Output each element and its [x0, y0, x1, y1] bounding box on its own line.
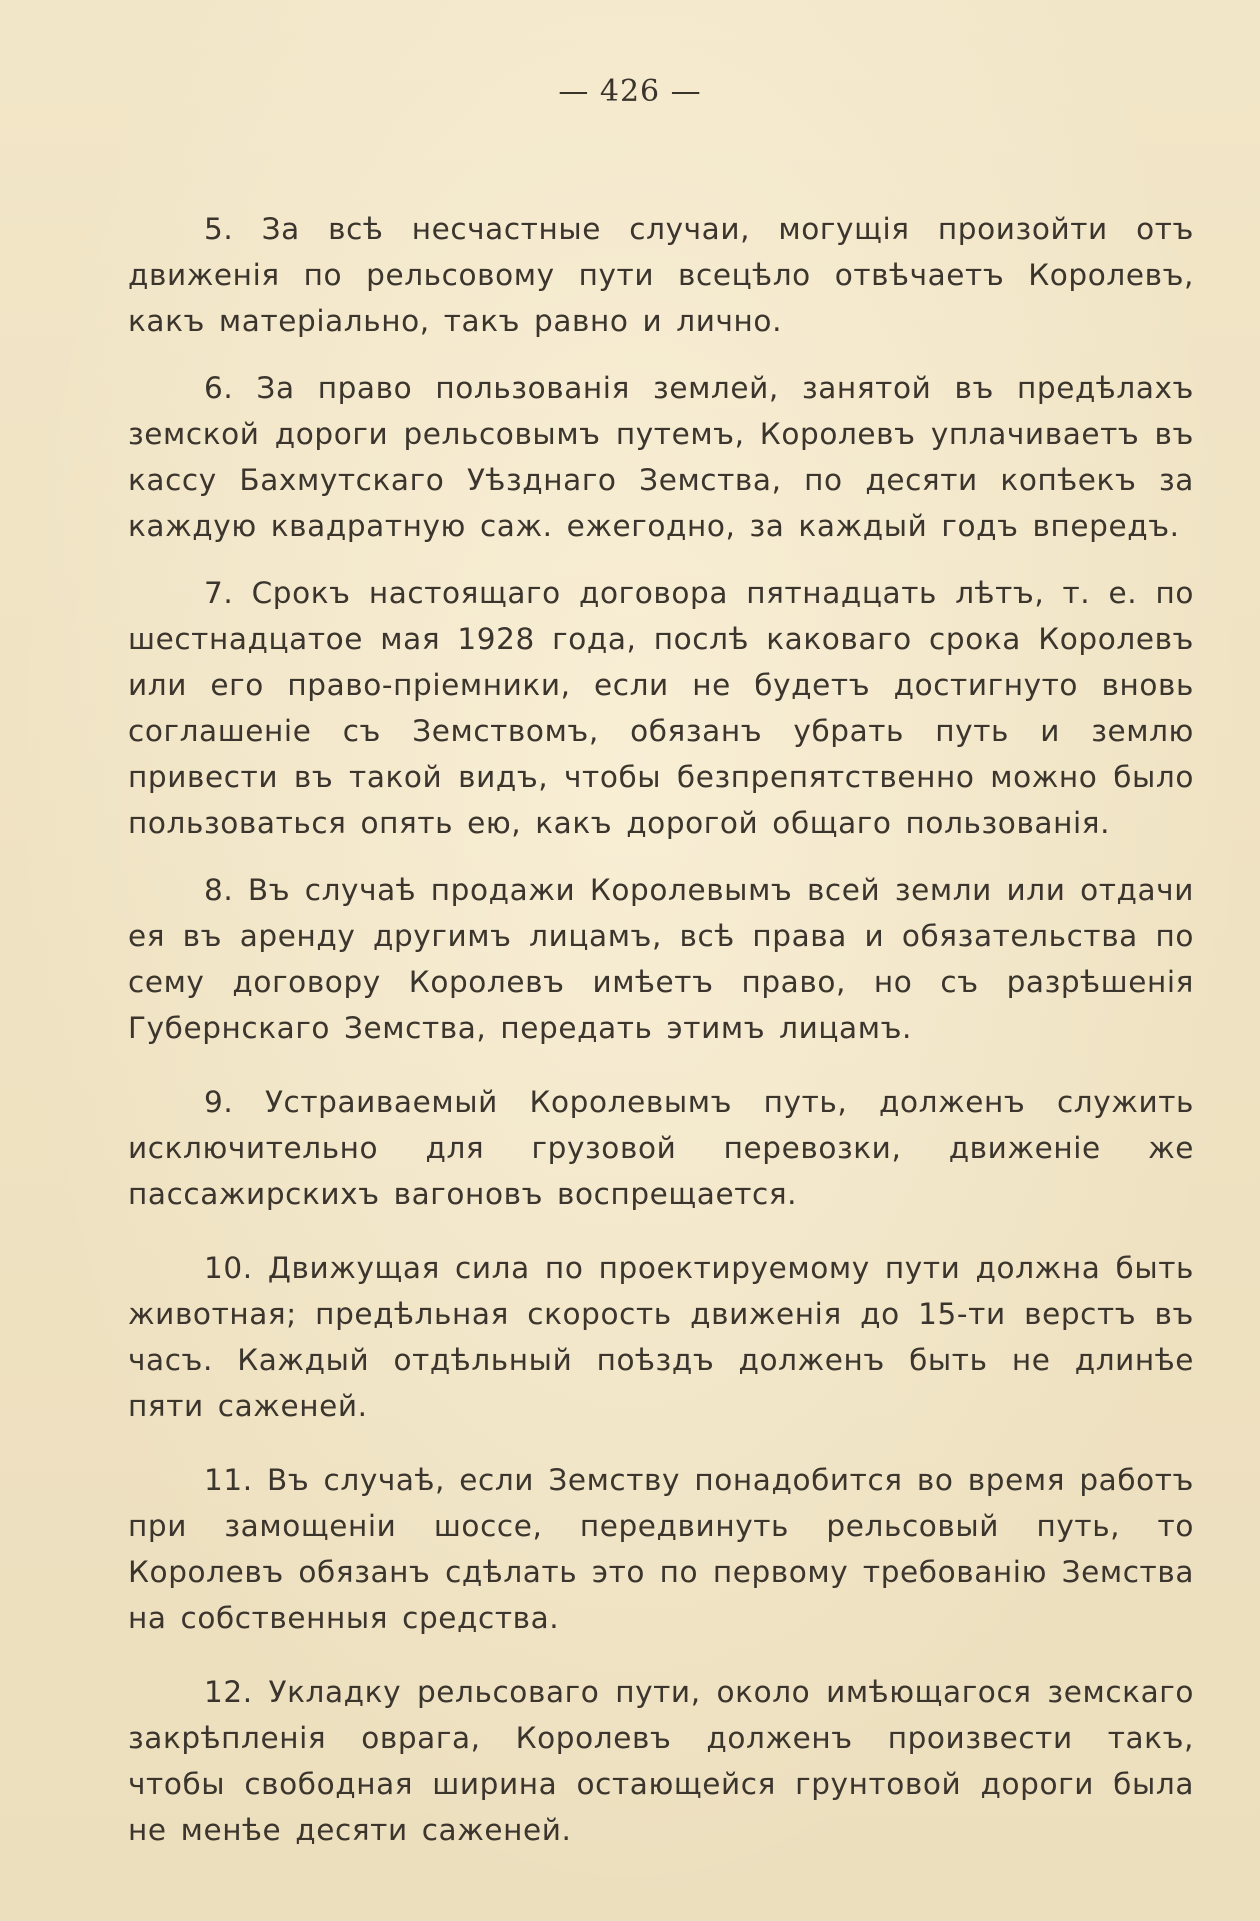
- paragraph-10: 10. Движущая сила по проектируемому пути должна быть животная; предѣльная скорость движенія до 15-ти верстъ въ часъ. Каждый отдѣльный поѣздъ долженъ быть не длинѣе пяти саженей.: [128, 1251, 1194, 1423]
- paragraph-8: 8. Въ случаѣ продажи Королевымъ всей земли или отдачи ея въ аренду другимъ лицамъ, всѣ права и обязательства по сему договору Королевъ имѣетъ право, но съ разрѣшенія Губернскаго Земства, передать этимъ лицамъ.: [128, 873, 1194, 1045]
- page-number: — 426 —: [558, 74, 702, 109]
- paragraph-12: 12. Укладку рельсоваго пути, около имѣющагося земскаго закрѣпленія оврага, Королевъ долженъ произвести такъ, чтобы свободная ширина остающейся грунтовой дороги была не менѣе десяти саженей.: [128, 1675, 1194, 1847]
- document-body: [128, 206, 1194, 1874]
- paragraph-5: 5. За всѣ несчастные случаи, могущія произойти отъ движенія по рельсовому пути всецѣло отвѣчаетъ Королевъ, какъ матеріально, такъ равно и лично.: [128, 212, 1194, 338]
- paragraph-6: 6. За право пользованія землей, занятой въ предѣлахъ земской дороги рельсовымъ путемъ, Королевъ уплачиваетъ въ кассу Бахмутскаго Уѣзднаго Земства, по десяти копѣекъ за каждую квадратную саж. ежегодно, за каждый годъ впередъ.: [128, 371, 1194, 543]
- paragraph-11: 11. Въ случаѣ, если Земству понадобится во время работъ при замощеніи шоссе, передвинуть рельсовый путь, то Королевъ обязанъ сдѣлать это по первому требованію Земства на собственныя средства.: [128, 1463, 1194, 1635]
- paragraph-7: 7. Срокъ настоящаго договора пятнадцать лѣтъ, т. е. по шестнадцатое мая 1928 года, послѣ каковаго срока Королевъ или его право-пріемники, если не будетъ достигнуто вновь соглашеніе съ Земствомъ, обязанъ убрать путь и землю привести въ такой видъ, чтобы безпрепятственно можно было пользоваться опять ею, какъ дорогой общаго пользованія.: [128, 576, 1194, 840]
- paragraph-9: 9. Устраиваемый Королевымъ путь, долженъ служить исключительно для грузовой перевозки, движеніе же пассажирскихъ вагоновъ воспрещается.: [128, 1085, 1194, 1211]
